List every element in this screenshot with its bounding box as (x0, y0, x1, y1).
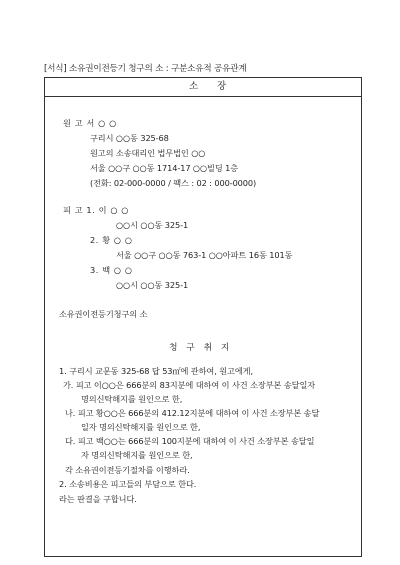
defendant-1-label: 피 고 1. 이 ○ ○ (63, 205, 130, 215)
defendant-3-address: ○○시 ○○동 325-1 (116, 280, 189, 290)
counsel-address: 서울 ○○구 ○○동 1714-17 ○○빌딩 1층 (90, 163, 239, 173)
plaintiff-counsel: 원고의 소송대리인 법무법인 ○○ (90, 148, 206, 158)
defendant-2-address: 서울 ○○구 ○○동 763-1 ○○아파트 16동 101동 (116, 250, 293, 260)
claim-line: 가. 피고 이○○은 666분의 83지분에 대하여 이 사건 소장부본 송달일자 (63, 380, 316, 390)
claim-section-title: 청 구 취 지 (169, 343, 233, 353)
defendant-1-address: ○○시 ○○동 325-1 (116, 220, 189, 230)
title-char-1: 소 (189, 81, 199, 92)
claim-line: 1. 구리시 교문동 325-68 답 53㎡에 관하여, 원고에게, (59, 366, 253, 376)
claim-line: 다. 피고 백○○는 666분의 100지분에 대하여 이 사건 소장부본 송달일 (65, 436, 315, 446)
claim-line: 자 명의신탁해지를 원인으로 한, (81, 450, 193, 460)
complaint-document (44, 77, 362, 557)
claim-line: 나. 피고 황○○은 666분의 412.12지분에 대하여 이 사건 소장부본 송달 (65, 408, 320, 418)
claim-line: 명의신탁해지를 원인으로 한, (81, 394, 183, 404)
plaintiff-label: 원 고 서 ○ ○ (63, 118, 117, 128)
defendant-2-label: 2. 황 ○ ○ (90, 235, 133, 245)
claim-line: 라는 판결을 구합니다. (59, 494, 137, 504)
case-name: 소유권이전등기청구의 소 (59, 309, 148, 319)
counsel-contact: (전화: 02-000-0000 / 팩스 : 02 : 000-0000) (90, 178, 257, 188)
document-title (45, 78, 361, 97)
claim-line: 각 소유권이전등기절차를 이행하라. (65, 465, 190, 475)
plaintiff-address: 구리시 ○○동 325-68 (90, 133, 169, 143)
claim-line: 일자 명의신탁해지를 원인으로 한, (81, 422, 201, 432)
defendant-3-label: 3. 백 ○ ○ (90, 265, 133, 275)
claim-line: 2. 소송비용은 피고들의 부담으로 한다. (59, 479, 197, 489)
title-char-2: 장 (217, 81, 227, 92)
document-caption: [서식] 소유권이전등기 청구의 소 : 구분소유적 공유관계 (44, 64, 247, 74)
